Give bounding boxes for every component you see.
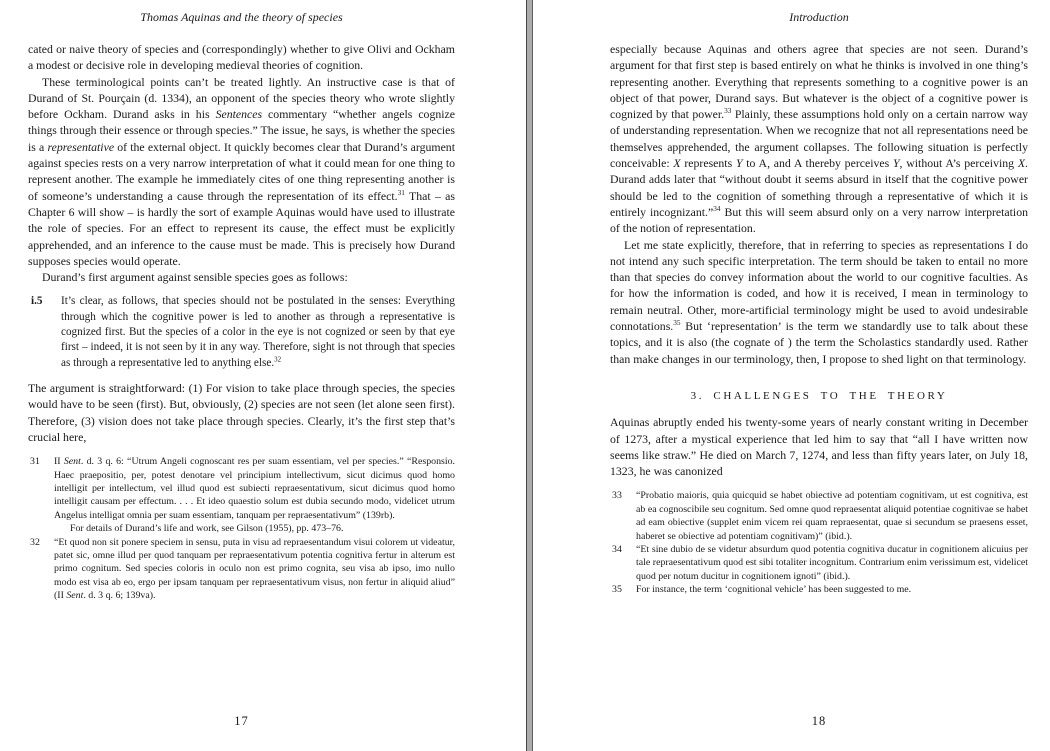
footnote-number: 32 [30,536,40,548]
paragraph: The argument is straightforward: (1) For vision to take place through species, the species would have to be seen (first). But, obviously, (2) species are not seen (let alone seen first). Therefore, (3) vision does not take place through species. Clearly, it’s the first step that’s crucial here, [28,380,455,444]
left-page [28,0,455,751]
paragraph: Durand’s first argument against sensible species goes as follows: [42,270,348,285]
footnote-number: 31 [30,456,40,468]
footnote [28,536,455,603]
footnote-number: 34 [612,544,622,556]
running-head: Introduction [789,10,849,24]
section-heading: 3. CHALLENGES TO THE THEORY [690,389,948,402]
footnotes [28,455,455,602]
paragraph: Aquinas abruptly ended his twenty-some years of nearly constant writing in December of 1273, after a mystical experience that led him to say that “all I have written now seems like straw.” He died on March 7, 1274, and less than fifty years later, on July 18, 1323, he was canonized [610,415,1028,479]
quote-label: i.5 [31,295,43,308]
footnote [28,455,455,535]
block-quote [28,294,455,370]
paragraph: cated or naive theory of species and (correspondingly) whether to give Olivi and Ockham a modest or decisive role in developing medieval theories of cognition. [28,42,455,73]
footnote [610,543,1028,583]
paragraph: Let me state explicitly, therefore, that in referring to species as representations I do not intend any such specific interpretation. The term should be taken to entail no more than that species do convey information about the world to our cognitive faculties. As for how the information is coded, and how it is received, I mean in terminology to remain neutral. Other, more-artificial terminology might be used to avoid undesirable connotations.$^{35}$ But ‘representation’ is the term we standardly use to talk about these topics, and it is also (the cognate of ) the term the Scholastics standardly used. Rather than make changes in our terminology, then, I propose to shed light on that terminology. [610,237,1028,366]
footnote-number: 33 [612,490,622,502]
body-text [610,41,1028,479]
page-number: 17 [234,714,249,728]
page-number: 18 [811,714,827,728]
paragraph: These terminological points can’t be treated lightly. An instructive case is that of Durand of St. Pourçain (d. 1334), an opponent of the species theory who wrote slightly before Ockham. Durand asks in his Sentences commentary “whether angels cognize things through their essence or through species.” The issue, he says, is whether the species is a representative of the external object. It quickly becomes clear that Durand’s argument against species rests on a very narrow interpretation of what it could mean for one thing to represent another. The example he immediately cites of one thing representing another is of someone’s understanding a cause through the representation of its effect.$^{31}$ That – as Chapter 6 will show – is hardly the sort of example Aquinas would have used to illustrate the role of species. For an effect to represent its cause, the effect must be explicitly apprehended, and an inference to the cause must be made. This is precisely how Durand supposes species would operate. [28,74,456,268]
footnote-text: For instance, the term ‘cognitional vehicle’ has been suggested to me. [636,584,912,596]
footnote [610,583,1028,596]
footnote-text: II Sent. d. 3 q. 6: “Utrum Angeli cognoscant res per suam essentiam, vel per species.” “Responsio. Haec praepositio, per, potest denotare vel principium intellectivum, sicut dicimus quod homo intelligit per intellectum, vel illud quod est subiecti repraesentativum, sicut dicimus quod homo intelligit causam per effectum. . . . Et ideo quaestio solum est dubia secundo modo, videlicet utrum Angelus intelligat omnia per suam essentiam, tanquam per repraesentativum” (139rb). [54,456,455,521]
body-text [28,41,455,445]
footnote-text: “Et quod non sit ponere speciem in sensu, puta in visu ad repraesentandum visui colorem ut videatur, patet sic, omne illud per quod tanquam per repraesentativum potentia cognitiva fertur in alterum est primo cognitum. Sed species coloris in oculo non est primo cognita, seu visa ab ipso, imo nullo modo est visa ab eo, ergo per ipsam tanquam per repraesentativum visus, non fertur in aliquid aliud” (II Sent. d. 3 q. 6; 139va). [54,536,455,602]
running-head: Thomas Aquinas and the theory of species [140,10,343,24]
right-page [610,0,1028,751]
footnote-text: “Et sine dubio de se videtur absurdum quod potentia cognitiva ducatur in cognitionem alicuius per tale repraesentativum quod est sibi totaliter incognitum. Contrarium enim verissimum est, videlicet quod per notum ducitur in cognitionem ignoti” (ibid.). [636,544,1028,582]
footnotes [610,489,1028,596]
page-gutter [526,0,533,751]
quote-text: It’s clear, as follows, that species should not be postulated in the senses: Everything through which the cognitive power is led to another as through a representative is cognized first. But the species of a color in the eye is not cognized or seen by that eye first – indeed, it is not seen by it in any way. Therefore, sight is not through that species as through a representative led to anything else.$^{32}$ [61,295,455,369]
paragraph: especially because Aquinas and others agree that species are not seen. Durand’s argument for that first step is based entirely on what he thinks is involved in one thing’s representing another. Everything that represents something to a cognitive power is an object of that power, Durand says. But whatever is the object of a cognitive power is cognized by that power.$^{33}$ Plainly, these assumptions hold only on a certain narrow way of understanding representation. When we recognize that not all representations need be themselves apprehended, the argument collapses. The following situation is perfectly conceivable: X represents Y to A, and A thereby perceives Y, without A’s perceiving X. Durand adds later that “without doubt it seems absurd in itself that the cognitive power should be led to the cognition of something through a representative of which it is entirely incognizant.”$^{34}$ But this will seem absurd only on a very narrow interpretation of the notion of representation. [610,42,1028,236]
footnote-number: 35 [612,584,622,596]
footnote [610,489,1028,543]
footnote-text: “Probatio maioris, quia quicquid se habet obiective ad potentiam cognitivam, ut est cognitiva, est ab ea cognoscibile seu cognitum. Sed omne quod repraesentat aliquid potentiae cognitivae se habet ad eam obiective (supplet enim vicem rei quam repraesentat, quae si secundum se praesens esset, haberet se obiective ad potentiam cognitivam)” (ibid.). [636,490,1028,542]
footnote-text: For details of Durand’s life and work, see Gilson (1955), pp. 473–76. [70,523,344,535]
